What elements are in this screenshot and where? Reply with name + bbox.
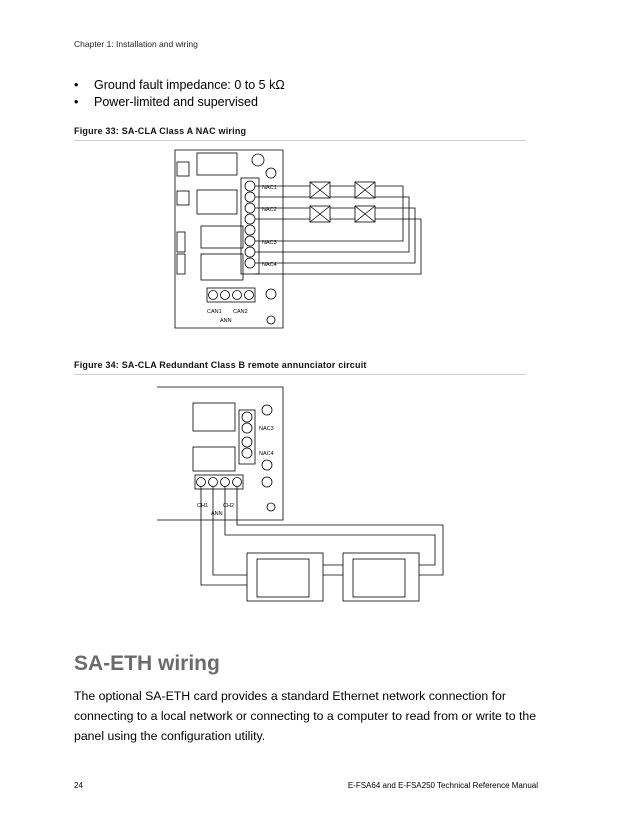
label-nac3: NAC3: [259, 426, 274, 432]
bullet-symbol: •: [74, 78, 79, 92]
bullet-text: Ground fault impedance: 0 to 5 kΩ: [94, 78, 285, 92]
label-can2: CAN2: [233, 309, 248, 315]
section-body: The optional SA-ETH card provides a standard Ethernet network connection for connecting to a local network or connecting to a computer to read from or write to the panel using the configuration utility.: [74, 689, 537, 743]
label-nac1: NAC1: [262, 185, 277, 191]
board-outline: [175, 150, 283, 328]
label-ann: ANN: [220, 318, 232, 324]
relay-3: [201, 226, 243, 248]
label-can1: CAN1: [207, 309, 222, 315]
page-header: Chapter 1: Installation and wiring: [74, 39, 198, 49]
page-number: 24: [74, 781, 83, 790]
figure-33-wiring-diagram: [165, 148, 440, 334]
bullet-item: [74, 77, 285, 94]
bullet-item: [74, 94, 285, 111]
figure-33-caption: Figure 33: SA-CLA Class A NAC wiring: [74, 126, 247, 136]
label-ann: ANN: [211, 511, 223, 517]
figure-34-caption: Figure 34: SA-CLA Redundant Class B remote annunciator circuit: [74, 360, 367, 370]
relay-2: [197, 190, 237, 214]
label-nac4: NAC4: [259, 451, 274, 457]
bullet-text: Power-limited and supervised: [94, 95, 258, 109]
label-can2: CH2: [223, 503, 235, 509]
bullet-symbol: •: [74, 95, 79, 109]
figure-33-rule: [74, 140, 526, 141]
relay-1: [197, 153, 237, 175]
label-can1: CH1: [197, 503, 209, 509]
relay-4: [201, 254, 243, 280]
manual-title: E-FSA64 and E-FSA250 Technical Reference Manual: [347, 781, 538, 790]
figure-34-rule: [74, 374, 526, 375]
figure-34-wiring-diagram: [155, 385, 450, 610]
section-title: SA-ETH wiring: [74, 652, 220, 675]
label-nac4: NAC4: [262, 262, 277, 268]
bullet-list: [74, 77, 285, 111]
label-nac3: NAC3: [262, 240, 277, 246]
label-nac2: NAC2: [262, 207, 277, 213]
